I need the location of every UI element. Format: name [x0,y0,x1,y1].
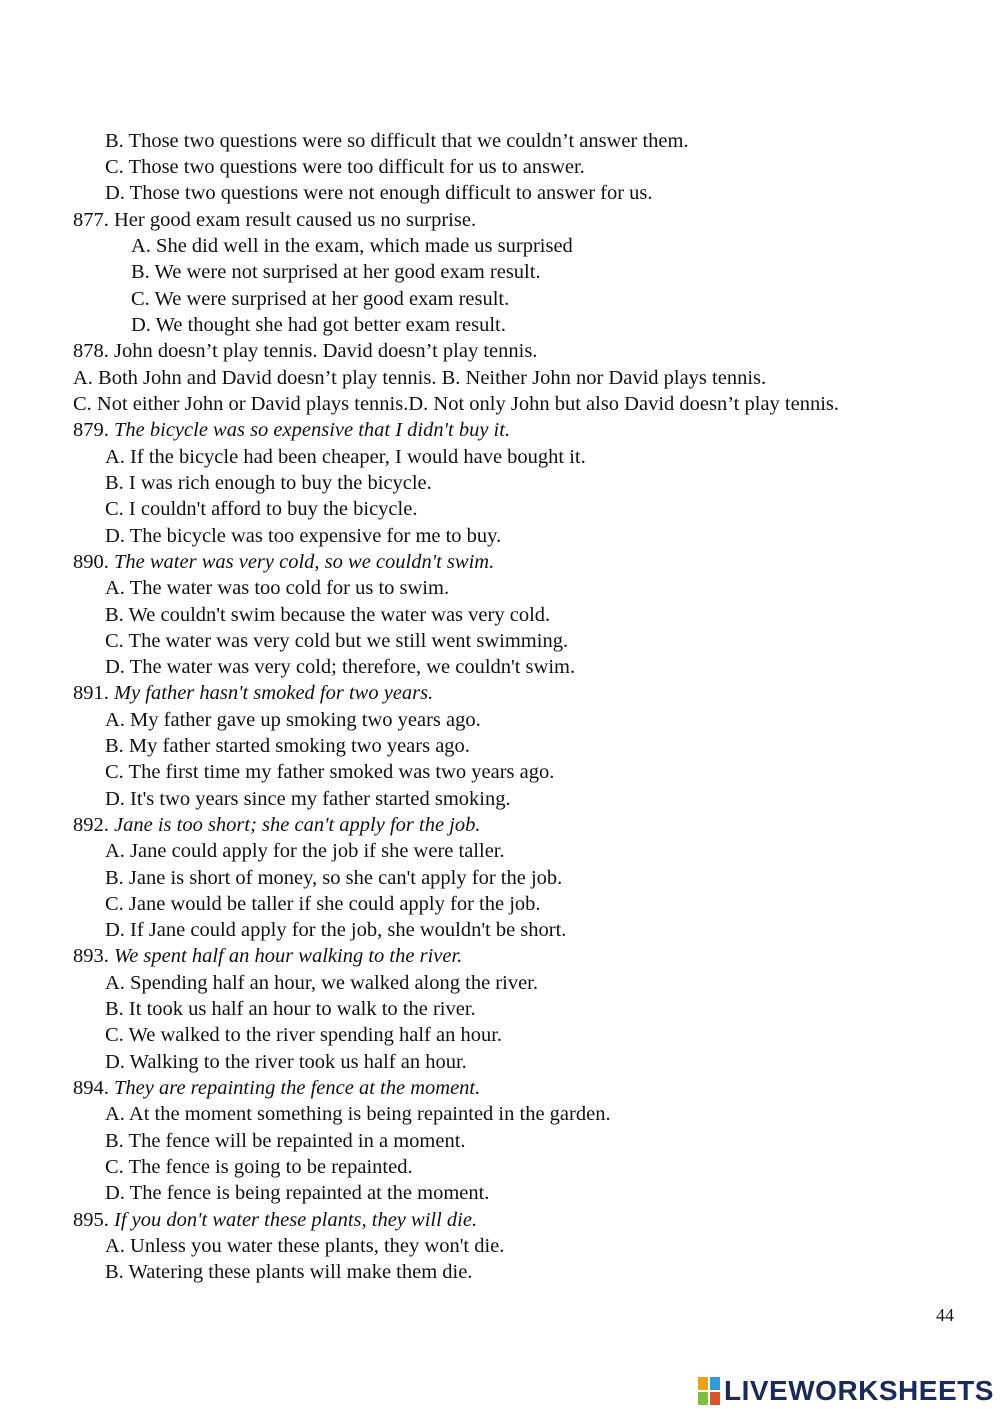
question-prompt: The water was very cold, so we couldn't swim. [114,551,495,573]
option-line: A. At the moment something is being repainted in the garden. [105,1103,611,1125]
question-878: 878. John doesn’t play tennis. David doesn’t play tennis. [73,340,538,362]
option-line: A. If the bicycle had been cheaper, I would have bought it. [105,446,586,468]
option-line: D. The bicycle was too expensive for me to buy. [105,525,502,547]
option-line: D. It's two years since my father started smoking. [105,788,511,810]
option-line: C. Those two questions were too difficult for us to answer. [105,156,585,178]
question-number: 893. [73,945,114,967]
option-line: B. Those two questions were so difficult that we couldn’t answer them. [105,130,689,152]
option-line: A. The water was too cold for us to swim. [105,577,450,599]
question-892 [73,812,481,838]
option-line: A. Unless you water these plants, they won't die. [105,1235,505,1257]
question-891 [73,680,433,706]
question-number: 895. [73,1209,114,1231]
option-line: C. We walked to the river spending half an hour. [105,1024,503,1046]
question-prompt: They are repainting the fence at the moment. [114,1077,481,1099]
option-line: D. Walking to the river took us half an hour. [105,1051,467,1073]
question-prompt: If you don't water these plants, they will die. [114,1209,478,1231]
question-877: 877. Her good exam result caused us no surprise. [73,209,477,231]
option-line: A. Spending half an hour, we walked along the river. [105,972,538,994]
question-number: 891. [73,682,114,704]
option-line: C. We were surprised at her good exam result. [131,288,510,310]
option-line: B. The fence will be repainted in a moment. [105,1130,466,1152]
question-prompt: We spent half an hour walking to the river. [114,945,463,967]
option-line: A. Jane could apply for the job if she were taller. [105,840,505,862]
option-line: B. We were not surprised at her good exam result. [131,261,541,283]
option-line: D. We thought she had got better exam result. [131,314,506,336]
question-number: 890. [73,551,114,573]
option-line: C. The fence is going to be repainted. [105,1156,413,1178]
liveworksheets-logo-icon [698,1377,720,1405]
question-number: 894. [73,1077,114,1099]
question-number: 892. [73,814,114,836]
question-895 [73,1207,477,1233]
question-prompt: My father hasn't smoked for two years. [114,682,434,704]
option-line: D. Those two questions were not enough difficult to answer for us. [105,182,653,204]
option-line: C. I couldn't afford to buy the bicycle. [105,498,418,520]
option-line: D. The water was very cold; therefore, we couldn't swim. [105,656,576,678]
question-890 [73,549,494,575]
brand-name: LIVEWORKSHEETS [724,1375,994,1406]
option-line: C. Jane would be taller if she could apply for the job. [105,893,541,915]
option-line: B. It took us half an hour to walk to the river. [105,998,476,1020]
option-line: A. Both John and David doesn’t play tennis. B. Neither John nor David plays tennis. [73,367,767,389]
page-number: 44 [936,1305,954,1325]
option-line: B. We couldn't swim because the water was very cold. [105,604,551,626]
liveworksheets-logo[interactable] [698,1375,998,1407]
question-893 [73,943,462,969]
question-number: 879. [73,419,114,441]
option-line: B. Jane is short of money, so she can't apply for the job. [105,867,563,889]
option-line: A. My father gave up smoking two years ago. [105,709,481,731]
question-prompt: Jane is too short; she can't apply for the job. [114,814,481,836]
question-879 [73,417,510,443]
option-line: B. Watering these plants will make them die. [105,1261,473,1283]
question-prompt: The bicycle was so expensive that I didn't buy it. [114,419,511,441]
option-line: A. She did well in the exam, which made us surprised [131,235,573,257]
option-line: B. I was rich enough to buy the bicycle. [105,472,432,494]
option-line: C. The first time my father smoked was two years ago. [105,761,555,783]
option-line: C. Not either John or David plays tennis.D. Not only John but also David doesn’t play tennis. [73,393,840,415]
question-894 [73,1075,480,1101]
option-line: B. My father started smoking two years ago. [105,735,470,757]
option-line: D. The fence is being repainted at the moment. [105,1182,490,1204]
option-line: C. The water was very cold but we still went swimming. [105,630,569,652]
option-line: D. If Jane could apply for the job, she wouldn't be short. [105,919,567,941]
